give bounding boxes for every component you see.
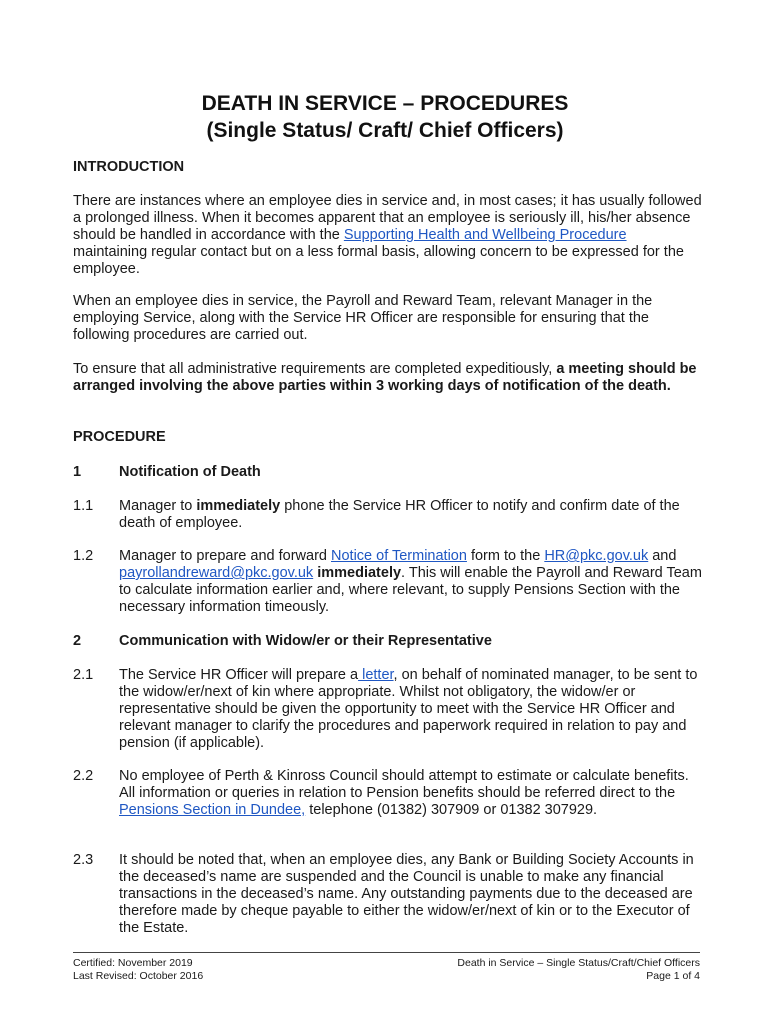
supporting-health-link[interactable]: Supporting Health and Wellbeing Procedure (343, 227, 627, 243)
letter-link[interactable]: letter (358, 667, 394, 683)
intro-paragraph-2: When an employee dies in service, the Payroll and Reward Team, relevant Manager in the employing Service, along with the Service HR Officer are responsible for ensuring that the following procedures are carried out. (73, 293, 653, 343)
item-1-1-text: Manager to immediately phone the Service HR Officer to notify and confirm date of the death of employee. (119, 498, 680, 531)
section-2-title: Communication with Widow/er or their Representative (119, 633, 492, 649)
item-2-2-number: 2.2 (73, 768, 94, 784)
footer-certified: Certified: November 2019 (73, 957, 193, 969)
section-1-number: 1 (73, 464, 82, 480)
item-2-1-text: The Service HR Officer will prepare a letter, on behalf of nominated manager, to be sent to the widow/er/next of kin where appropriate. Whilst not obligatory, the widow/er or representative should be given the opportunity to meet with the Service HR Officer and relevant manager to clarify the procedures and paperwork required in relation to pay and pension (if applicable). (119, 667, 698, 751)
item-2-3-text: It should be noted that, when an employee dies, any Bank or Building Society Accounts in the deceased’s name are suspended and the Council is unable to make any financial transactions in the deceased’s name. Any outstanding payments due to the deceased are therefore made by cheque payable to either the widow/er/next of kin or to the Executor of the Estate. (119, 852, 694, 936)
item-2-3-number: 2.3 (73, 852, 94, 868)
section-1-title: Notification of Death (119, 464, 261, 480)
hr-email-link[interactable]: HR@pkc.gov.uk (544, 548, 649, 564)
footer-divider (73, 952, 700, 953)
document-subtitle: (Single Status/ Craft/ Chief Officers) (206, 119, 564, 142)
notice-of-termination-link[interactable]: Notice of Termination (331, 548, 467, 564)
item-1-2-number: 1.2 (73, 548, 94, 564)
item-2-1-number: 2.1 (73, 667, 94, 683)
footer-revised: Last Revised: October 2016 (73, 970, 204, 982)
procedure-heading: PROCEDURE (73, 429, 166, 445)
item-2-2-text: No employee of Perth & Kinross Council should attempt to estimate or calculate benefits. All information or queries in relation to Pension benefits should be referred direct to the Pensions Section in Dundee, telephone (01382) 307909 or 01382 307929. (119, 768, 689, 818)
pensions-section-link[interactable]: Pensions Section in Dundee, (119, 802, 306, 818)
introduction-heading: INTRODUCTION (73, 159, 185, 175)
payroll-email-link[interactable]: payrollandreward@pkc.gov.uk (119, 565, 314, 581)
meeting-requirement: a meeting should be arranged involving the above parties within 3 working days of notification of the death. (73, 361, 697, 394)
item-1-2-text: Manager to prepare and forward Notice of Termination form to the HR@pkc.gov.uk and payrollandreward@pkc.gov.uk immediately. This will enable the Payroll and Reward Team to calculate information earlier and, where relevant, to supply Pensions Section with the necessary information timeously. (119, 548, 702, 615)
footer-doc-title: Death in Service – Single Status/Craft/Chief Officers (457, 957, 700, 969)
document-title: DEATH IN SERVICE – PROCEDURES (201, 92, 569, 115)
intro-paragraph-1: There are instances where an employee dies in service and, in most cases; it has usually followed a prolonged illness. When it becomes apparent that an employee is seriously ill, his/her absence should be handled in accordance with the Supporting Health and Wellbeing Procedure maintaining regular contact but on a less formal basis, allowing concern to be expressed for the employee. (73, 193, 702, 277)
section-2-number: 2 (73, 633, 82, 649)
item-1-1-number: 1.1 (73, 498, 94, 514)
footer-page-number: Page 1 of 4 (646, 970, 700, 982)
intro-paragraph-3: To ensure that all administrative requirements are completed expeditiously, a meeting should be arranged involving the above parties within 3 working days of notification of the death. (73, 361, 697, 394)
